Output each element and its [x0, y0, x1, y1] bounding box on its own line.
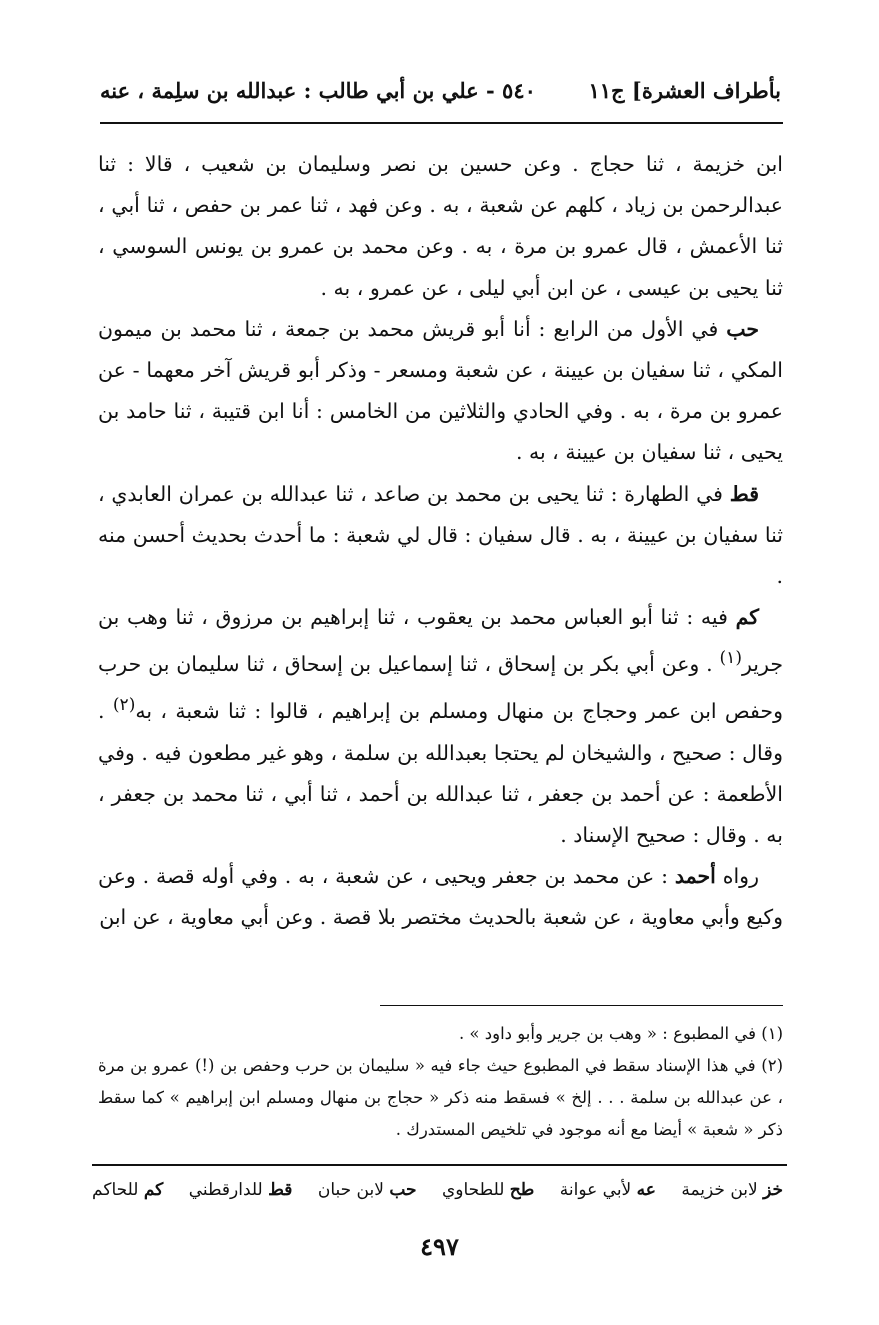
- paragraph-daraqutni: قط في الطهارة : ثنا يحيى بن محمد بن صاعد ، ثنا عبدالله بن عمران العابدي ، ثنا سفيان بن عيينة ، به . قال سفيان : قال لي شعبة : ما أحدث بحديث أحسن منه .: [98, 481, 783, 589]
- legend-item: قط للدارقطني: [188, 1180, 293, 1200]
- legend-item: خز لابن خزيمة: [681, 1180, 783, 1200]
- siglum-hakim: كم: [735, 605, 759, 630]
- siglum-daraqutni: قط: [729, 481, 759, 506]
- running-title: بأطراف العشرة] ج١١: [588, 78, 781, 103]
- name-ahmad: أحمد: [674, 864, 716, 889]
- footnote-ref-1[interactable]: (١): [719, 648, 742, 669]
- paragraph-ahmad: رواه أحمد : عن محمد بن جعفر ويحيى ، عن شعبة ، به . وفي أوله قصة . وعن وكيع وأبي معاوية ، عن شعبة بالحديث مختصر بلا قصة . وعن أبي معاوية ، عن ابن: [98, 864, 783, 930]
- legend-item: حب لابن حبان: [317, 1180, 417, 1200]
- hadith-heading: ٥٤٠ - علي بن أبي طالب : عبدالله بن سلِمة ، عنه: [100, 78, 536, 103]
- page-header: [100, 72, 781, 116]
- footnote-1: (١) في المطبوع : « وهب بن جرير وأبو داود » .: [458, 1024, 783, 1043]
- paragraph-ibn-hibban: حب في الأول من الرابع : أنا أبو قريش محمد بن جمعة ، ثنا محمد بن ميمون المكي ، ثنا سفيان بن عيينة ، عن شعبة ومسعر - وذكر أبو قريش آخر معهما - عن عمرو بن مرة ، به . وفي الحادي والثلاثين من الخامس : أنا ابن قتيبة ، ثنا حامد بن يحيى ، ثنا سفيان بن عيينة ، به .: [98, 316, 783, 465]
- footnote-2: (٢) في هذا الإسناد سقط في المطبوع حيث جاء فيه « سليمان بن حرب وحفص بن (!) عمرو بن مرة ، عن عبدالله بن سلمة . . . إلخ » فسقط منه ذكر « حجاج بن منهال ومسلم ابن إبراهيم » كما سقط ذكر « شعبة » أيضا مع أنه موجود في تلخيص المستدرك .: [98, 1056, 783, 1139]
- footnote-ref-2[interactable]: (٢): [112, 695, 136, 716]
- footnotes: [98, 1018, 783, 1146]
- page-number: ٤٩٧: [420, 1232, 459, 1261]
- sigla-legend: [92, 1180, 783, 1214]
- legend-item: كم للحاكم: [92, 1180, 164, 1200]
- legend-item: طح للطحاوي: [441, 1180, 535, 1200]
- siglum-hibban: حب: [726, 316, 759, 341]
- header-divider: [100, 122, 783, 124]
- legend-divider: [92, 1164, 787, 1166]
- footnote-divider: [380, 1005, 783, 1006]
- paragraph-hakim: كم فيه : ثنا أبو العباس محمد بن يعقوب ، ثنا إبراهيم بن مرزوق ، ثنا وهب بن جرير$^{(١)}$ . وعن أبي بكر بن إسحاق ، ثنا إسماعيل بن إسحاق ، ثنا سليمان بن حرب وحفص ابن عمر وحجاج بن منهال ومسلم بن إبراهيم ، قالوا : ثنا شعبة ، به$^{(٢)}$ . وقال : صحيح ، والشيخان لم يحتجا بعبدالله بن سلمة ، وهو غير مطعون فيه . وفي الأطعمة : عن أحمد بن جعفر ، ثنا عبدالله بن أحمد ، ثنا أبي ، ثنا محمد بن جعفر ، به . وقال : صحيح الإسناد .: [98, 605, 783, 847]
- main-text: [98, 144, 783, 939]
- paragraph-ibn-khuzayma-continued: ابن خزيمة ، ثنا حجاج . وعن حسين بن نصر وسليمان بن شعيب ، قالا : ثنا عبدالرحمن بن زياد ، كلهم عن شعبة ، به . وعن فهد ، ثنا عمر بن حفص ، ثنا أبي ، ثنا الأعمش ، قال عمرو بن مرة ، به . وعن محمد بن عمرو بن يونس السوسي ، ثنا يحيى بن عيسى ، عن ابن أبي ليلى ، عن عمرو ، به .: [98, 152, 783, 300]
- legend-item: عه لأبي عوانة: [559, 1180, 656, 1200]
